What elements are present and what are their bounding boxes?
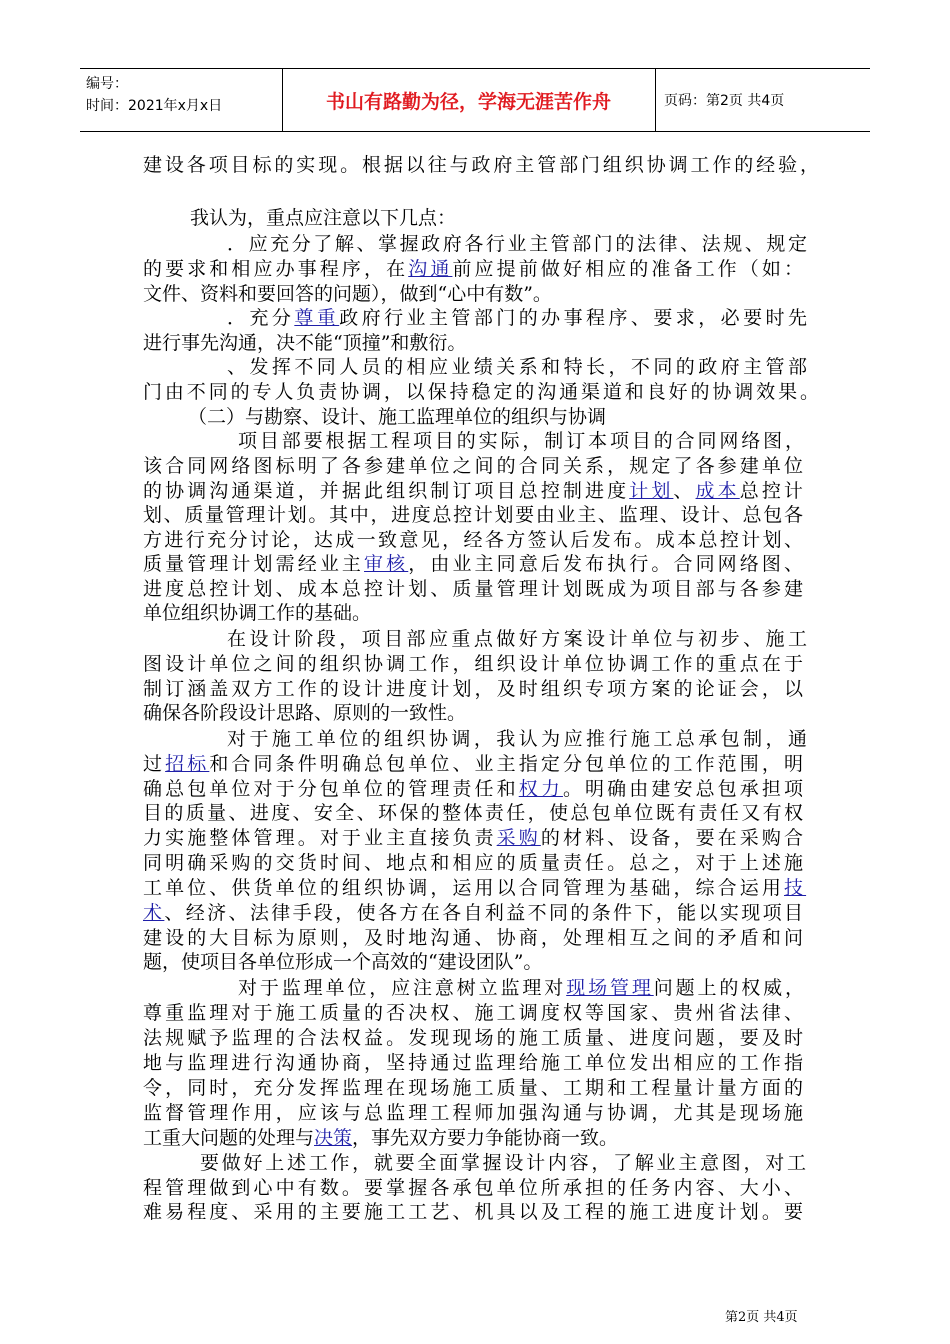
text-run: 建设各项目标的实现。根据以往与政府主管部门组织协调工作的经验， [143,154,822,176]
text-run: 政府行业主管部门的办事程序、要求，必要时先 [339,307,811,329]
text-run: 难易程度、采用的主要施工工艺、机具以及工程的施工进度计划。要 [143,1201,807,1223]
text-run: 和合同条件明确总包单位、业主指定分包单位的工作范围，明 [209,753,807,775]
text-line [143,1001,806,1025]
text-run: 确保各阶段设计思路、原则的一致性。 [143,702,467,724]
hyperlink[interactable]: 成本 [695,480,740,502]
text-run: 门由不同的专人负责协调，以保持稳定的沟通渠道和良好的协调效果。 [143,381,822,403]
text-run: 进行事先沟通，决不能“顶撞”和敷衍。 [143,332,467,354]
text-line [143,801,805,825]
text-line [143,752,806,776]
hyperlink[interactable]: 沟通 [408,258,453,280]
text-run: 尊重监理对于施工质量的否决权、施工调度权等国家、贵州省法律、 [143,1002,807,1024]
text-line [143,1101,806,1125]
text-line [190,206,456,230]
text-run: 、发挥不同人员的相应业绩关系和特长，不同的政府主管部 [227,356,811,378]
text-run: 的要求和相应办事程序，在 [143,258,409,280]
hyperlink[interactable]: 审核 [364,553,409,575]
hyperlink[interactable]: 招标 [165,753,210,775]
text-line [143,282,552,306]
text-line [143,331,466,355]
text-run: 方进行充分讨论，达成一致意见，经各方签认后发布。成本总控计划、 [143,529,806,551]
text-run: 我认为，重点应注意以下几点： [190,207,457,229]
text-line [143,552,806,576]
hyperlink[interactable]: 尊重 [294,307,340,329]
text-run: 工单位、供货单位的组织协调，运用以合同管理为基础，综合运用 [143,877,784,899]
hyperlink[interactable]: 权力 [518,778,563,800]
text-run: 。明确由建安总包承担项 [562,778,807,800]
text-run: 地与监理进行沟通协商，坚持通过监理给施工单位发出相应的工作指 [143,1052,807,1074]
text-run: 建设的大目标为原则，及时地沟通、协商，处理相互之间的矛盾和问 [143,927,807,949]
text-line [143,1076,806,1100]
text-run: 文件、资料和要回答的问题），做到“心中有数”。 [143,283,552,305]
hyperlink[interactable]: 术 [143,902,165,924]
header-page-number: 页码：第2页 共4页 [664,93,785,109]
text-run: 的材料、设备，要在采购合 [540,827,807,849]
text-run: 对于监理单位，应注意树立监理对 [238,977,567,999]
hyperlink[interactable]: 采购 [496,827,541,849]
text-line [143,577,806,601]
text-line [143,652,806,676]
text-run: 确总包单位对于分包单位的管理责任和 [143,778,519,800]
text-run: 的协调沟通渠道，并据此组织制订项目总控制进度 [143,480,630,502]
text-line [143,380,822,404]
hyperlink[interactable]: 技 [783,877,807,899]
page-footer: 第2页 共4页 [725,1310,798,1325]
text-line [143,1026,806,1050]
page-header [80,68,870,132]
text-line [143,777,806,801]
document-date-label: 时间：2021年x月x日 [86,98,223,114]
text-run: 监督管理作用，应该与总监理工程师加强沟通与协调，尤其是现场施 [143,1102,807,1124]
text-line [143,1200,806,1224]
text-line [200,1151,809,1175]
text-run: 法规赋予监理的合法权益。发现现场的施工质量、进度问题，要及时 [143,1027,807,1049]
text-line [188,405,606,429]
text-run: 在设计阶段，项目部应重点做好方案设计单位与初步、施工 [227,628,811,650]
text-line [238,976,807,1000]
text-line [143,826,806,850]
text-line [143,257,806,281]
text-run: 质量管理计划需经业主 [143,553,365,575]
text-line [227,355,810,379]
text-line [143,701,466,725]
text-line [143,926,806,950]
text-run: 过 [143,753,166,775]
text-line [143,601,371,625]
text-line [143,479,806,503]
text-run: 进度总控计划、成本总控计划、质量管理计划既成为项目部与各参建 [143,578,807,600]
text-line [143,1176,806,1200]
text-line [143,503,805,527]
text-run: 对于施工单位的组织协调，我认为应推行施工总承包制，通 [227,728,811,750]
text-line [227,306,810,330]
text-run: 程管理做到心中有数。要掌握各承包单位所承担的任务内容、大小、 [143,1177,807,1199]
text-line [143,1126,618,1150]
text-run: 前应提前做好相应的准备工作（如： [452,258,807,280]
text-line [143,851,806,875]
header-meta [80,69,283,131]
text-run: ，由业主同意后发布执行。合同网络图、 [408,553,807,575]
text-line [143,901,805,925]
text-run: 该合同网络图标明了各参建单位之间的合同关系，规定了各参建单位 [143,455,807,477]
hyperlink[interactable]: 决策 [314,1127,353,1149]
text-run: ，事先双方要力争能协商一致。 [352,1127,619,1149]
text-run: 题，使项目各单位形成一个高效的“建设团队”。 [143,951,543,973]
text-line [143,153,822,177]
text-line [227,627,810,651]
text-line [143,1051,806,1075]
header-motto: 书山有路勤为径，学海无涯苦作舟 [282,69,656,131]
text-run: 总控计 [739,480,807,502]
text-line [227,727,810,751]
text-line [227,232,810,256]
text-run: 单位组织协调工作的基础。 [143,602,372,624]
hyperlink[interactable]: 计划 [629,480,674,502]
text-run: ．应充分了解、掌握政府各行业主管部门的法律、法规、规定 [227,233,810,255]
text-run: 项目部要根据工程项目的实际，制订本项目的合同网络图， [238,430,807,452]
text-run: 制订涵盖双方工作的设计进度计划，及时组织专项方案的论证会，以 [143,678,807,700]
text-run: 目的质量、进度、安全、环保的整体责任，使总包单位既有责任又有权 [143,802,806,824]
text-run: 力实施整体管理。对于业主直接负责 [143,827,497,849]
text-line [143,454,806,478]
text-run: （二）与勘察、设计、施工监理单位的组织与协调 [188,406,607,428]
text-run: 同明确采购的交货时间、地点和相应的质量责任。总之，对于上述施 [143,852,807,874]
text-line [143,677,806,701]
hyperlink[interactable]: 现场管理 [566,977,654,999]
text-run: 工重大问题的处理与 [143,1127,315,1149]
document-number-label: 编号： [86,76,128,92]
text-line [143,950,542,974]
text-run: 、经济、法律手段，使各方在各自利益不同的条件下，能以实现项目 [164,902,806,924]
text-run: ．充分 [227,307,295,329]
text-run: 问题上的权威， [653,977,807,999]
text-run: 图设计单位之间的组织协调工作，组织设计单位协调工作的重点在于 [143,653,807,675]
text-run: 令，同时，充分发挥监理在现场施工质量、工期和工程量计量方面的 [143,1077,807,1099]
text-run: 、 [673,480,696,502]
text-line [143,528,805,552]
text-run: 划、质量管理计划。其中，进度总控计划要由业主、监理、设计、总包各 [143,504,805,526]
text-line [238,429,807,453]
text-run: 要做好上述工作，就要全面掌握设计内容，了解业主意图，对工 [200,1152,809,1174]
text-line [143,876,806,900]
